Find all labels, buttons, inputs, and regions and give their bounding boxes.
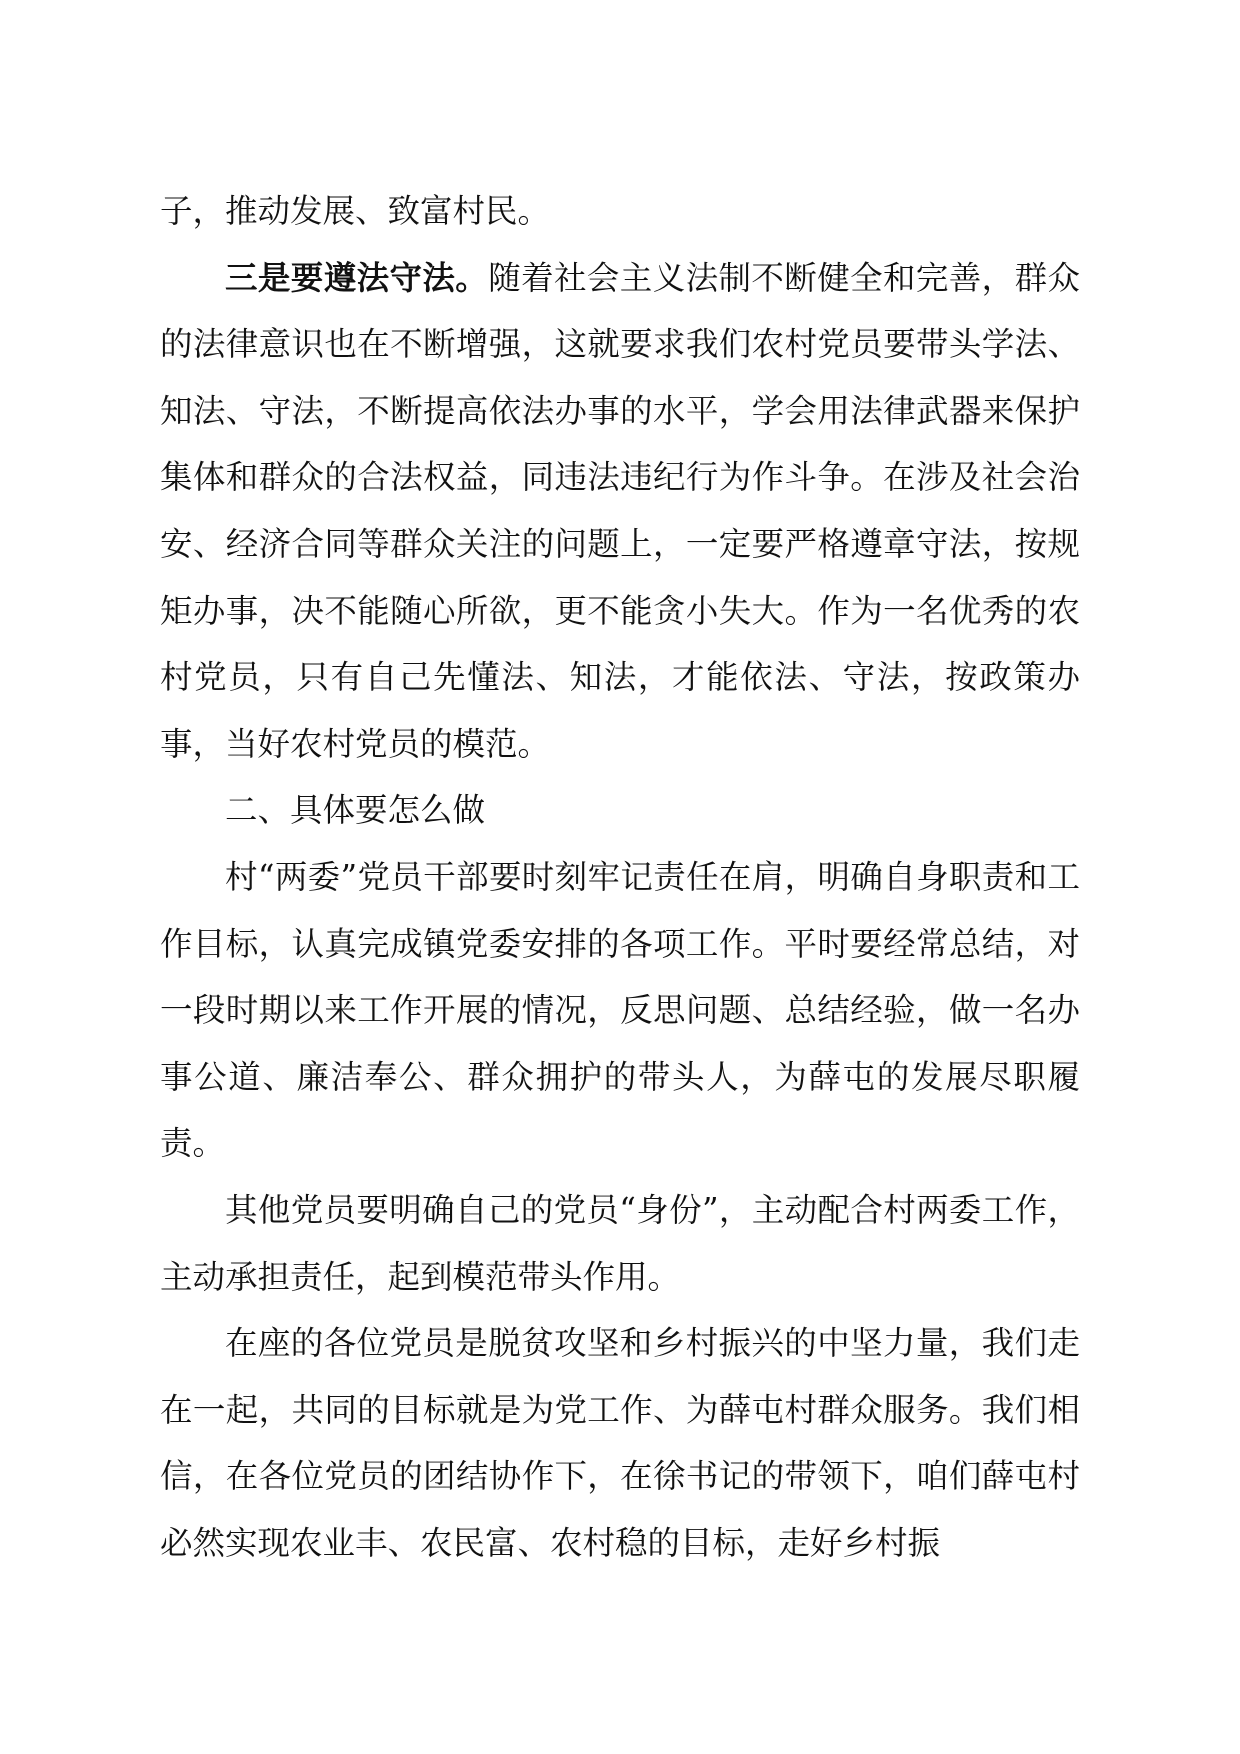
paragraph-lead-heading: 三是要遵法守法。 — [225, 257, 489, 297]
paragraph-text: 随着社会主义法制不断健全和完善，群众的法律意识也在不断增强，这就要求我们农村党员要带头学法、知法、守法，不断提高依法办事的水平，学会用法律武器来保护集体和群众的合法权益，同违法违纪行为作斗争。在涉及社会治安、经济合同等群众关注的问题上，一定要严格遵章守法，按规矩办事，决不能随心所欲，更不能贪小失大。作为一名优秀的农村党员，只有自己先懂法、知法，才能依法、守法，按政策办事，当好农村党员的模范。 — [160, 258, 1080, 763]
section-heading — [160, 777, 1080, 844]
document-body — [160, 178, 1080, 1576]
paragraph-text: 在座的各位党员是脱贫攻坚和乡村振兴的中坚力量，我们走在一起，共同的目标就是为党工作、为薛屯村群众服务。我们相信，在各位党员的团结协作下，在徐书记的带领下，咱们薛屯村必然实现农业丰、农民富、农村稳的目标，走好乡村振 — [160, 1324, 1080, 1562]
paragraph-rule-of-law — [160, 245, 1080, 778]
paragraph-closing — [160, 1310, 1080, 1576]
paragraph-text: 子，推动发展、致富村民。 — [160, 192, 551, 230]
paragraph-continuation — [160, 178, 1080, 245]
section-heading-text: 二、具体要怎么做 — [225, 791, 486, 830]
paragraph-text: 村“两委”党员干部要时刻牢记责任在肩，明确自身职责和工作目标，认真完成镇党委安排的各项工作。平时要经常总结，对一段时期以来工作开展的情况，反思问题、总结经验，做一名办事公道、廉洁奉公、群众拥护的带头人，为薛屯的发展尽职履责。 — [160, 857, 1080, 1163]
paragraph-other-members — [160, 1177, 1080, 1310]
paragraph-text: 其他党员要明确自己的党员“身份”，主动配合村两委工作，主动承担责任，起到模范带头作用。 — [160, 1190, 1080, 1296]
paragraph-committee-duties — [160, 844, 1080, 1177]
